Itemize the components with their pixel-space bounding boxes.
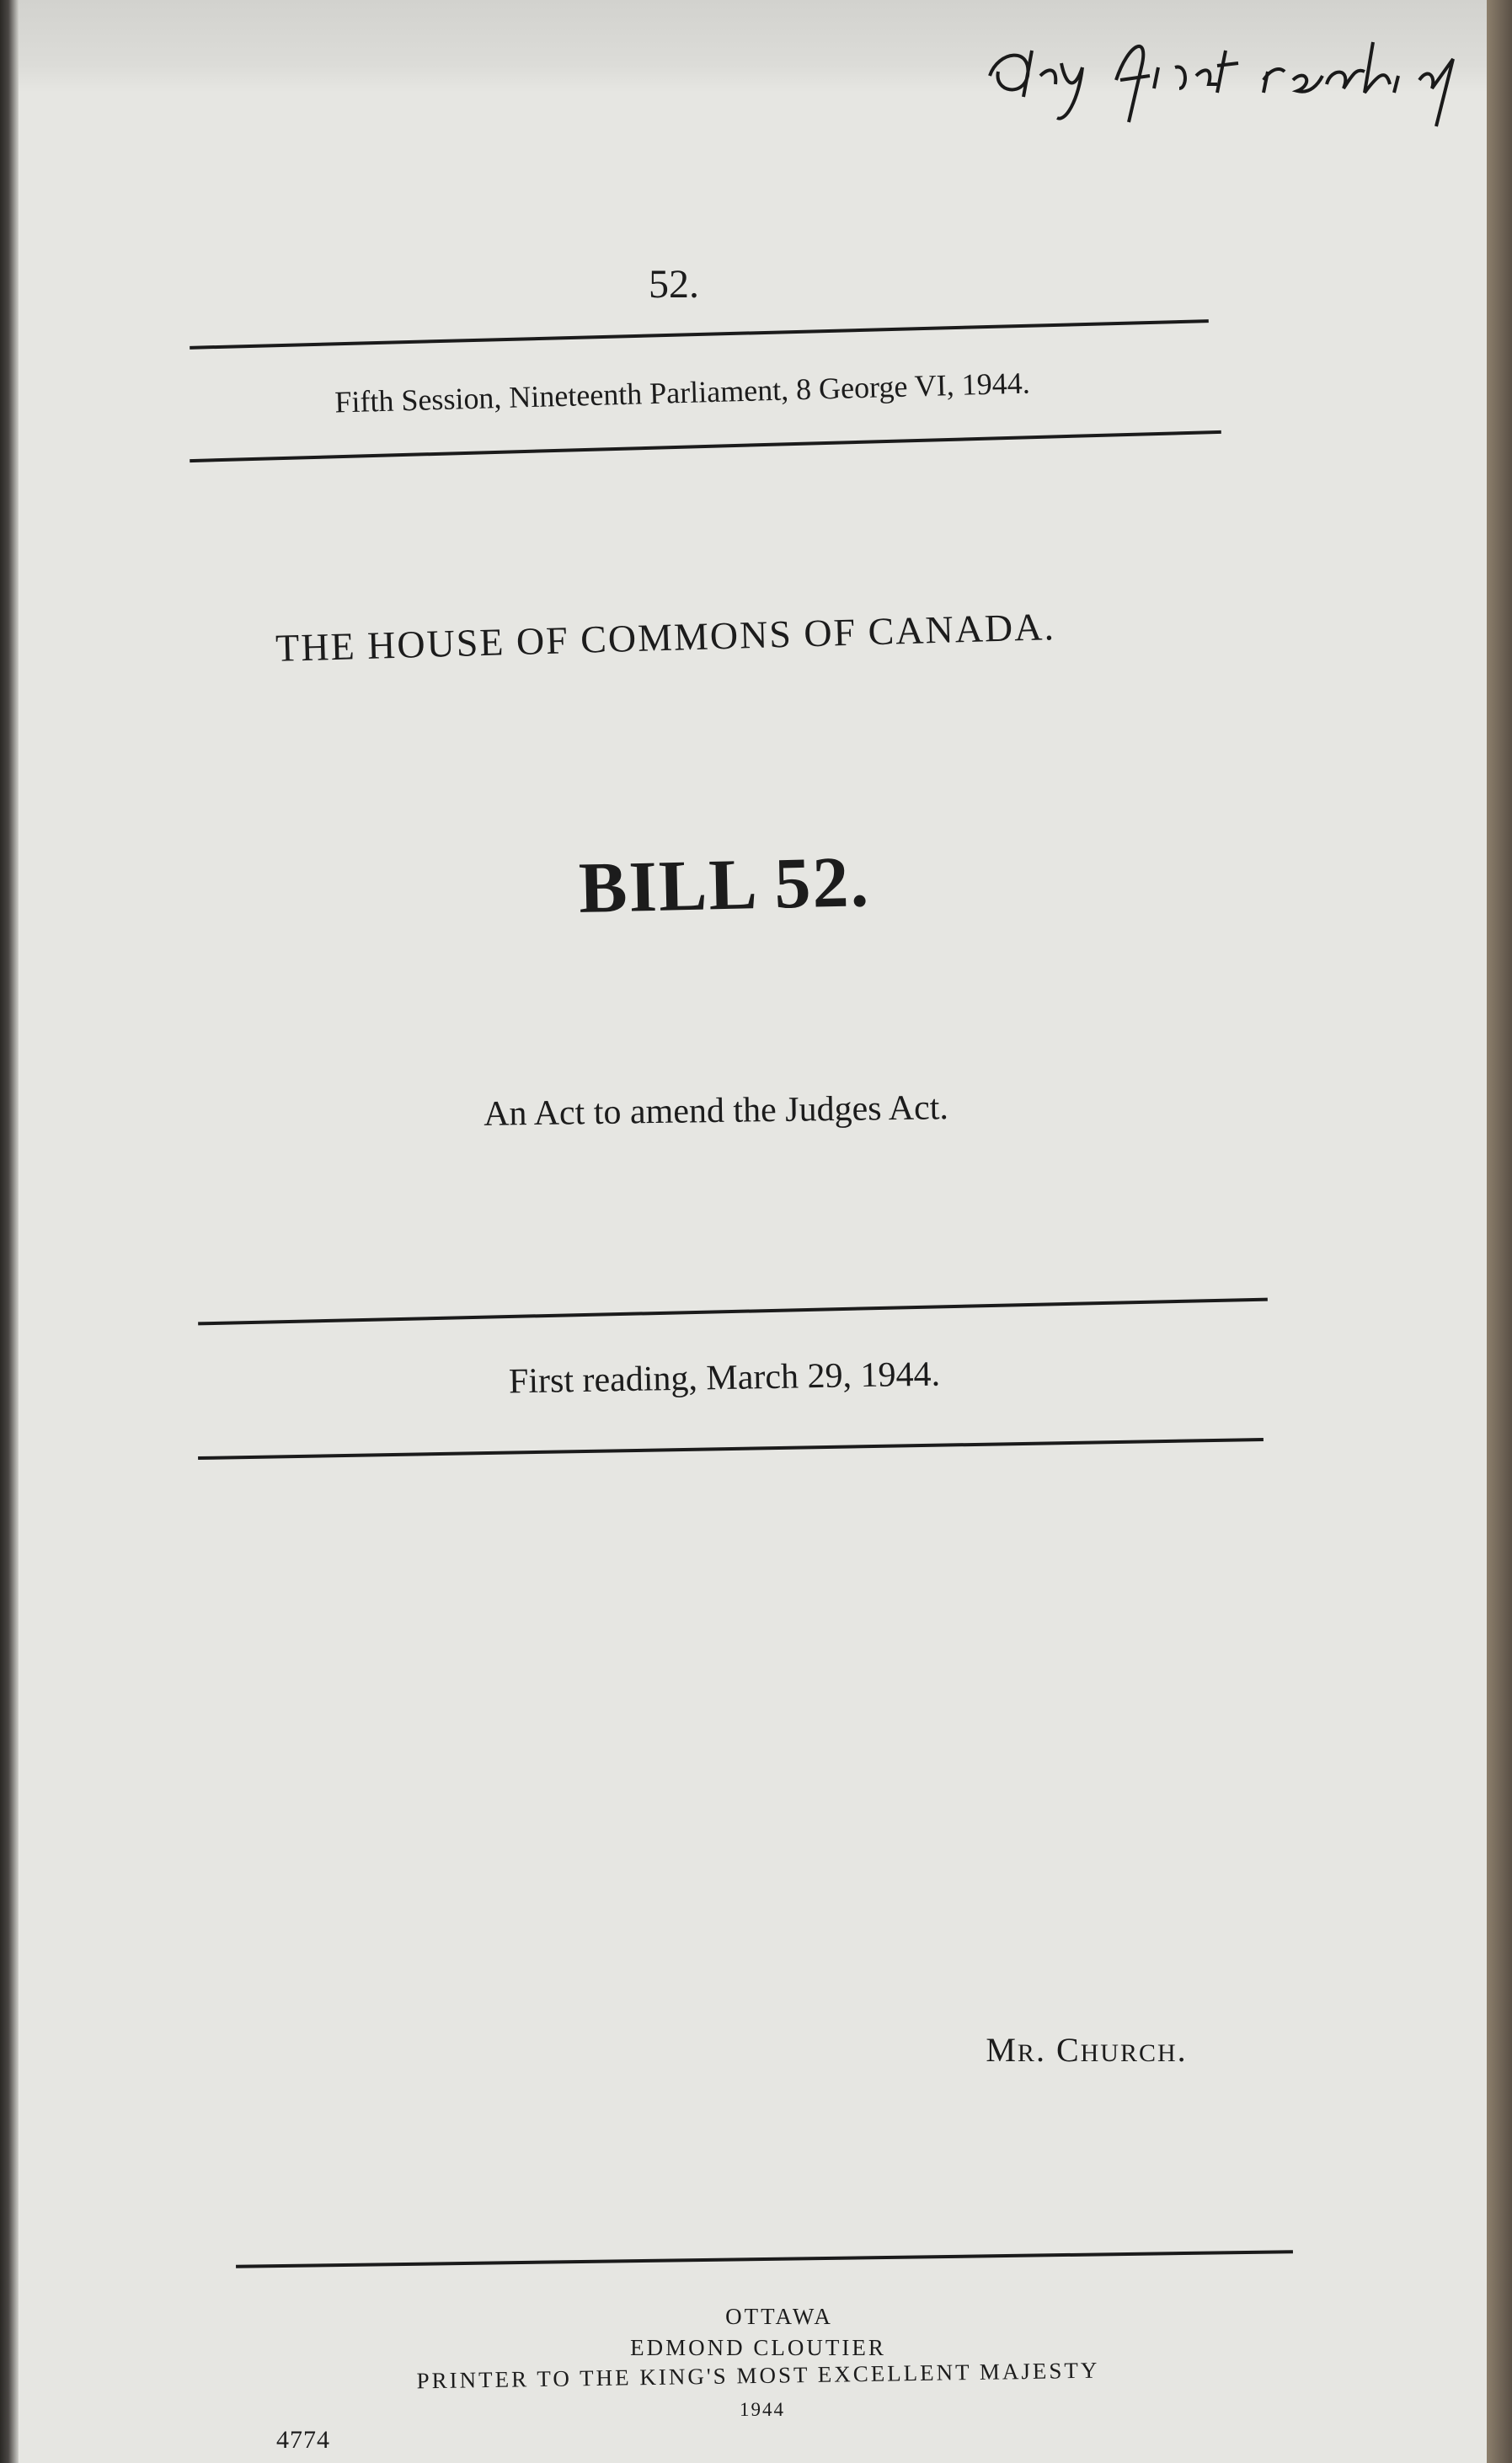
print-code: 4774 <box>276 2426 330 2454</box>
handwritten-annotation <box>981 17 1487 131</box>
page-edge-right <box>1487 0 1512 2463</box>
binding-edge <box>0 0 19 2463</box>
sponsor: MR. CHURCH. <box>986 2031 1188 2069</box>
divider-reading-top <box>198 1298 1268 1326</box>
show-through-text <box>110 943 1424 980</box>
session-line: Fifth Session, Nineteenth Parliament, 8 George VI, 1944. <box>334 366 1031 419</box>
divider-top <box>190 319 1209 350</box>
bill-number: 52. <box>649 262 699 307</box>
imprint-printer-title: PRINTER TO THE KING'S MOST EXCELLENT MAJESTY <box>416 2357 1100 2394</box>
bill-title: BILL 52. <box>578 841 871 928</box>
first-reading-date: First reading, March 29, 1944. <box>508 1354 941 1402</box>
imprint-printer-name: EDMOND CLOUTIER <box>630 2335 886 2360</box>
divider-session <box>190 430 1221 462</box>
house-heading: THE HOUSE OF COMMONS OF CANADA. <box>275 605 1056 670</box>
divider-imprint <box>236 2250 1293 2268</box>
handwritten-note-text: Only first reading <box>981 17 988 18</box>
divider-reading-bottom <box>198 1438 1264 1460</box>
imprint-city: OTTAWA <box>725 2304 833 2329</box>
imprint-year: 1944 <box>740 2399 785 2420</box>
act-title: An Act to amend the Judges Act. <box>483 1088 949 1134</box>
